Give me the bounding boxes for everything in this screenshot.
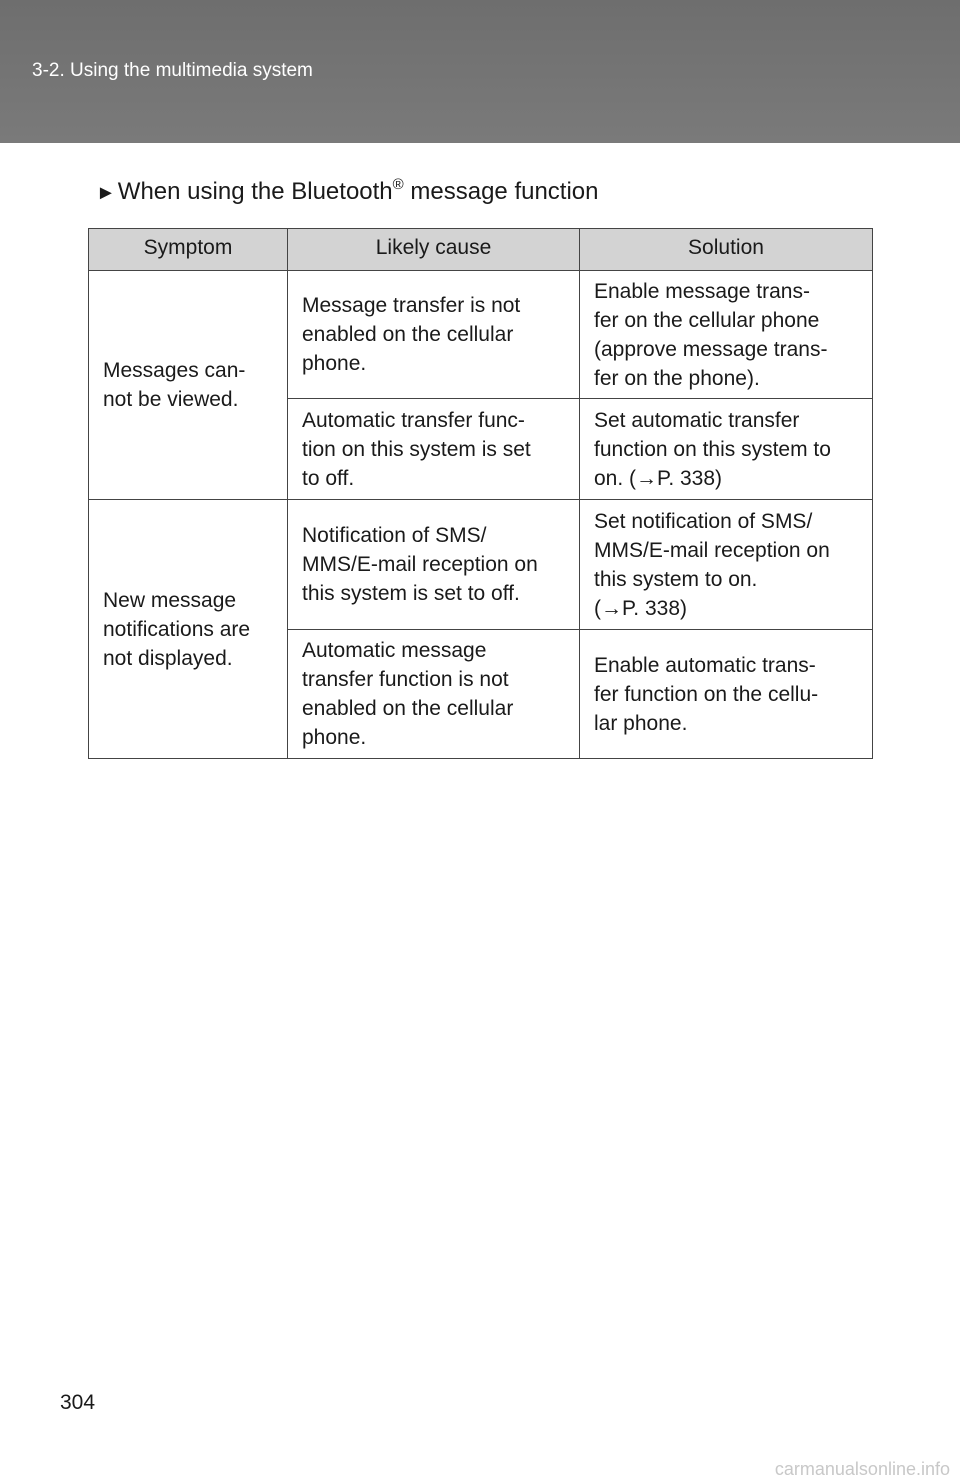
column-header-likely-cause: Likely cause bbox=[288, 229, 580, 271]
registered-mark: ® bbox=[392, 176, 404, 193]
table-row bbox=[89, 271, 873, 399]
solution-cell: Enable automatic trans- fer function on the cellu- lar phone. bbox=[580, 630, 873, 759]
cause-cell: Message transfer is not enabled on the cellular phone. bbox=[288, 271, 580, 399]
section-title bbox=[96, 178, 599, 206]
symptom-cell: New message notifications are not displayed. bbox=[89, 500, 288, 759]
column-header-solution: Solution bbox=[580, 229, 873, 271]
cause-cell: Notification of SMS/ MMS/E-mail reception on this system is set to off. bbox=[288, 500, 580, 630]
symptom-cell: Messages can- not be viewed. bbox=[89, 271, 288, 500]
breadcrumb: 3-2. Using the multimedia system bbox=[32, 60, 313, 81]
triangle-right-icon: ► bbox=[96, 182, 116, 204]
troubleshooting-table bbox=[88, 228, 873, 759]
cause-cell: Automatic message transfer function is not enabled on the cellular phone. bbox=[288, 630, 580, 759]
column-header-symptom: Symptom bbox=[89, 229, 288, 271]
section-title-text: When using the Bluetooth bbox=[117, 178, 393, 205]
section-title-suffix: message function bbox=[403, 178, 599, 205]
table-row bbox=[89, 500, 873, 630]
watermark: carmanualsonline.info bbox=[774, 1459, 950, 1479]
cause-cell: Automatic transfer func- tion on this system is set to off. bbox=[288, 399, 580, 500]
solution-cell: Set automatic transfer function on this system to on. (→P. 338) bbox=[580, 399, 873, 500]
page-number: 304 bbox=[60, 1391, 96, 1414]
page-header bbox=[0, 0, 960, 143]
solution-cell: Set notification of SMS/ MMS/E-mail reception on this system to on. (→P. 338) bbox=[580, 500, 873, 630]
table-header-row bbox=[89, 229, 873, 271]
solution-cell: Enable message trans- fer on the cellular phone (approve message trans- fer on the phone). bbox=[580, 271, 873, 399]
